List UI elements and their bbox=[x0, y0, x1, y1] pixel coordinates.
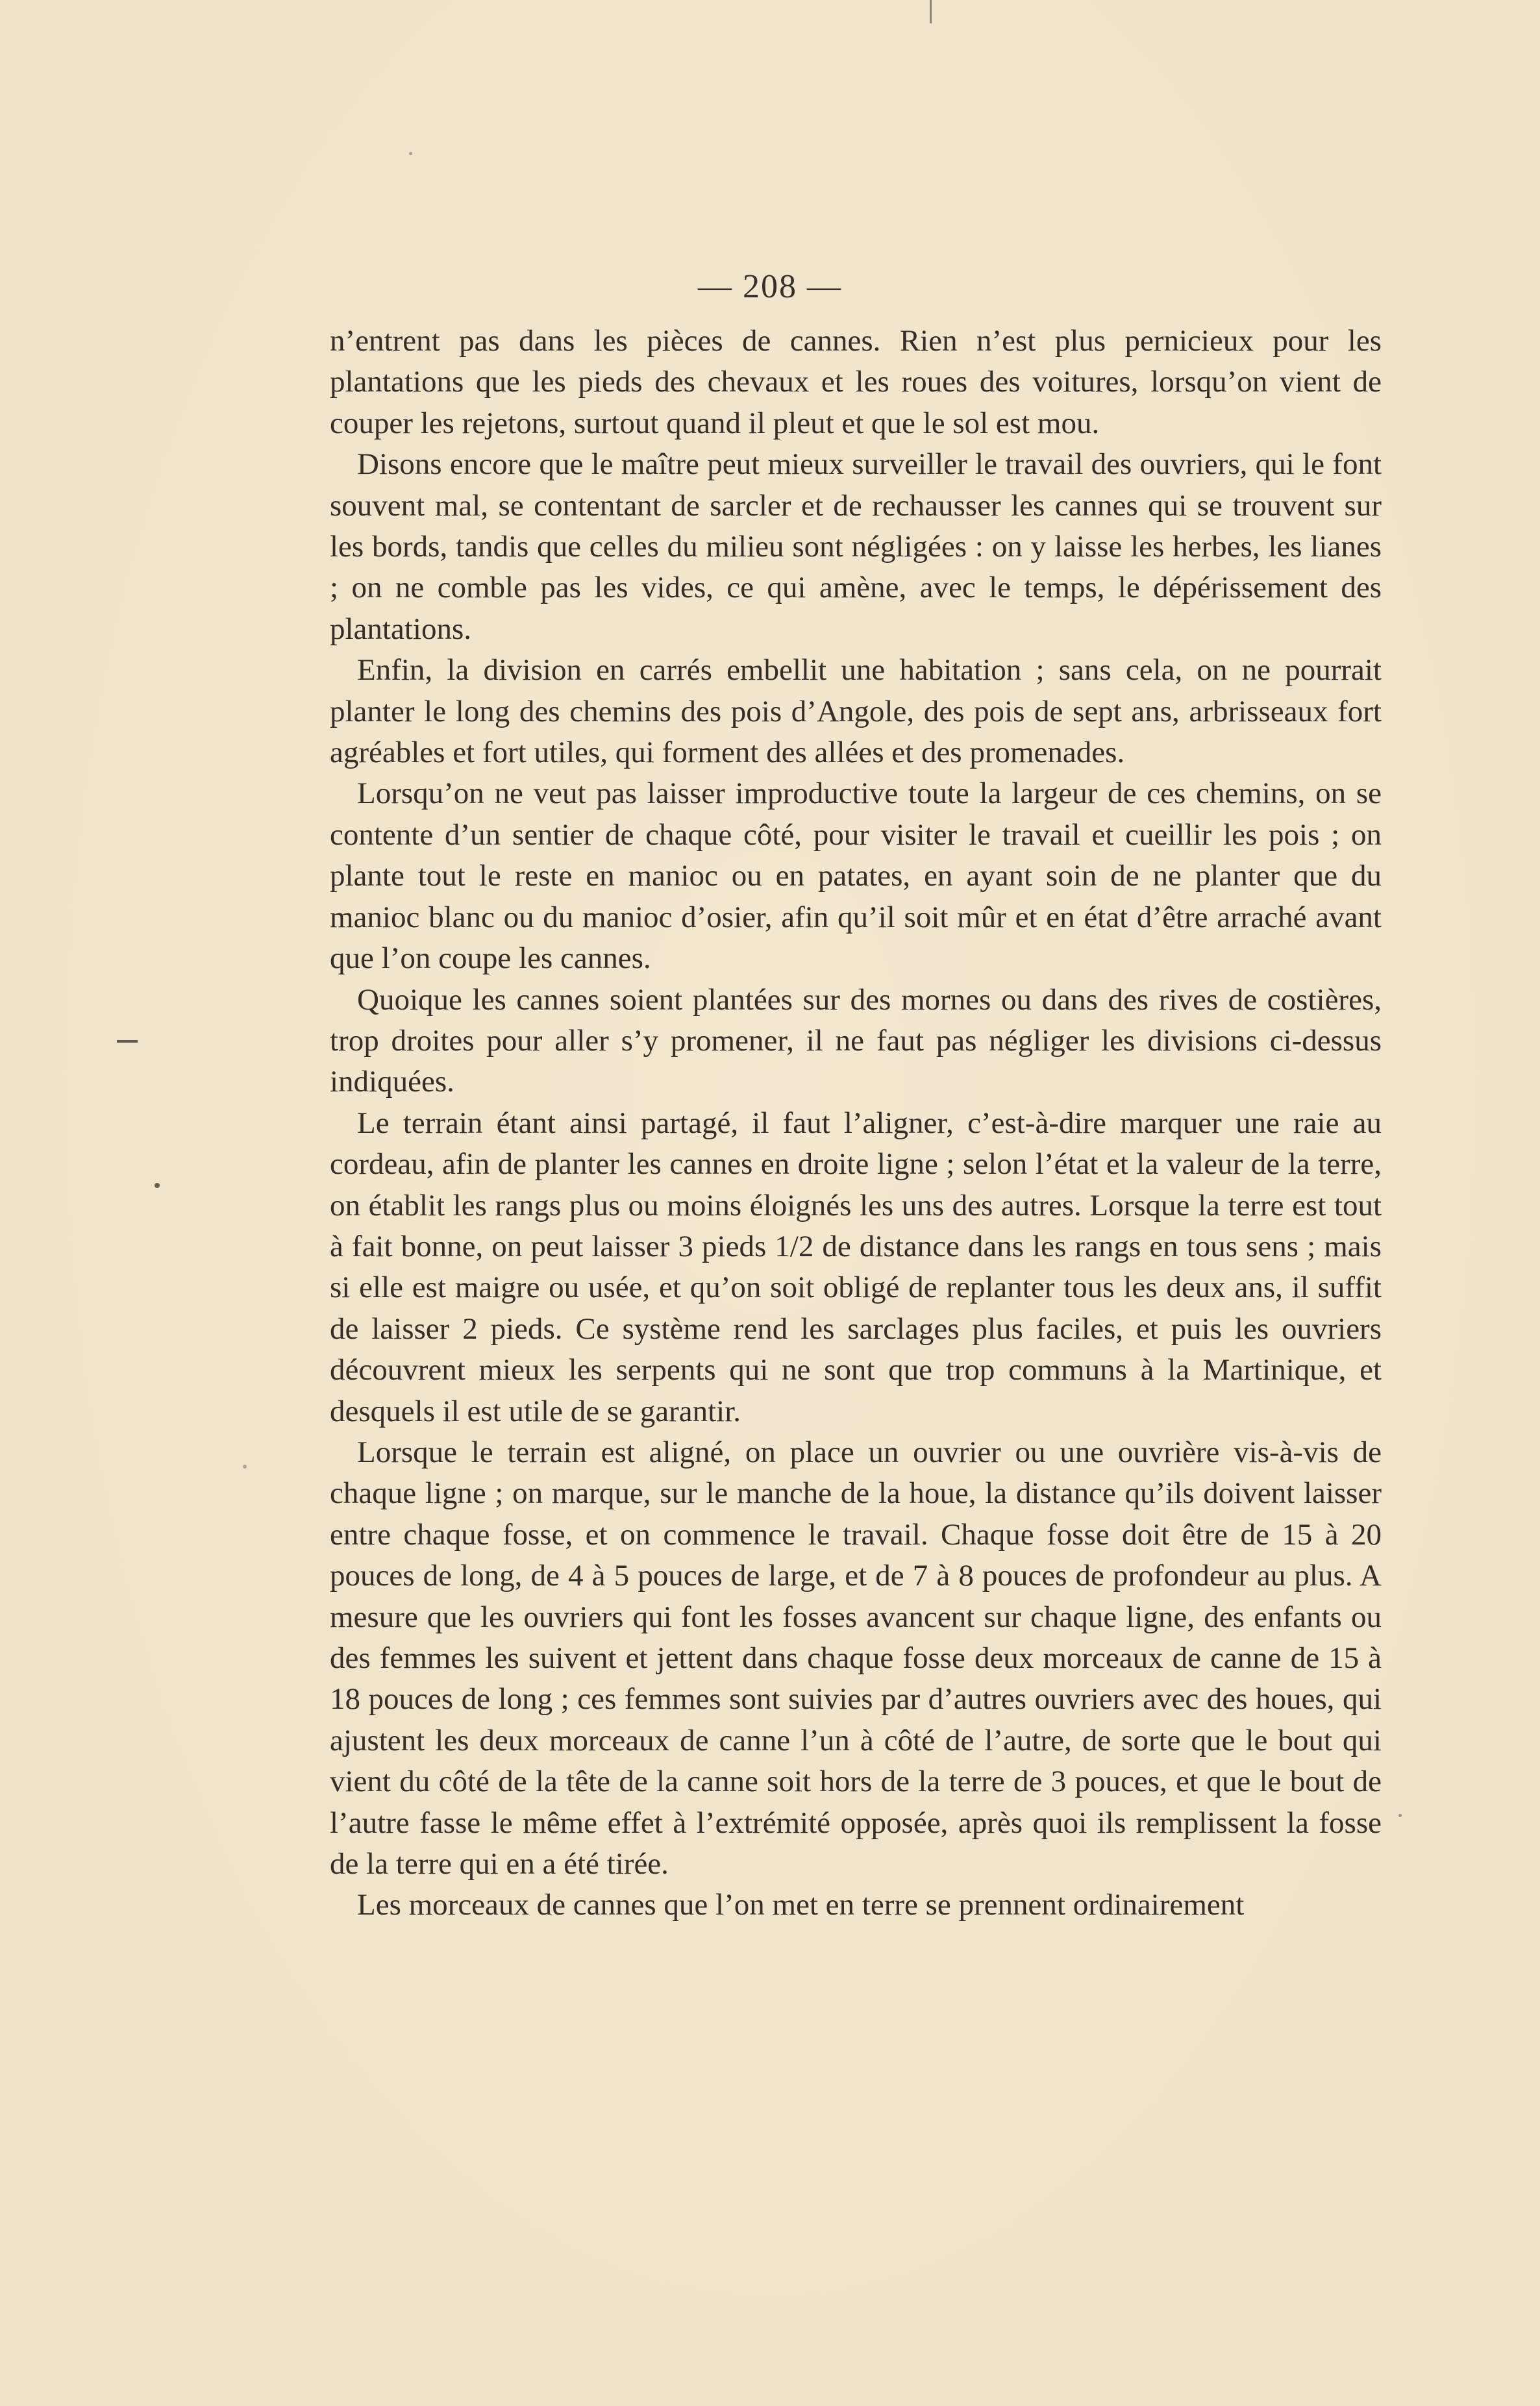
margin-mark bbox=[930, 0, 932, 23]
paper-speck bbox=[409, 152, 412, 155]
page-number: — 208 — bbox=[698, 268, 842, 305]
paragraph: n’entrent pas dans les pièces de cannes. Rien n’est plus pernicieux pour les plantations que les pieds des chevaux et les roues des voitures, lorsqu’on vient de couper les rejetons, surtout quand il pleut et que le sol est mou. bbox=[330, 324, 1382, 440]
paragraph: Enfin, la division en carrés embellit une habitation ; sans cela, on ne pourrait planter le long des chemins des pois d’Angole, des pois de sept ans, arbrisseaux fort agréables et fort utiles, qui forment des allées et des promenades. bbox=[330, 653, 1382, 770]
paragraph: Les morceaux de cannes que l’on met en terre se prennent ordinairement bbox=[357, 1888, 1245, 1922]
paper-speck bbox=[1398, 1814, 1402, 1817]
body-text bbox=[330, 321, 1382, 1926]
paper-speck bbox=[243, 1465, 247, 1469]
paragraph: Lorsqu’on ne veut pas laisser improductive toute la largeur de ces chemins, on se contente d’un sentier de chaque côté, pour visiter le travail et cueillir les pois ; on plante tout le reste en manioc ou en patates, en ayant soin de ne planter que du manioc blanc ou du manioc d’osier, afin qu’il soit mûr et en état d’être arraché avant que l’on coupe les cannes. bbox=[330, 776, 1382, 976]
paragraph: Lorsque le terrain est aligné, on place un ouvrier ou une ouvrière vis-à-vis de chaque ligne ; on marque, sur le manche de la houe, la distance qu’ils doivent laisser entre chaque fosse, et on commence le travail. Chaque fosse doit être de 15 à 20 pouces de long, de 4 à 5 pouces de large, et de 7 à 8 pouces de profondeur au plus. A mesure que les ouvriers qui font les fosses avancent sur chaque ligne, des enfants ou des femmes les suivent et jettent dans chaque fosse deux morceaux de canne de 15 à 18 pouces de long ; ces femmes sont suivies par d’autres ouvriers avec des houes, qui ajustent les deux morceaux de canne l’un à côté de l’autre, de sorte que le bout qui vient du côté de la tête de la canne soit hors de la terre de 3 pouces, et que le bout de l’autre fasse le même effet à l’extrémité opposée, après quoi ils remplissent la fosse de la terre qui en a été tirée. bbox=[330, 1435, 1382, 1881]
paragraph: Disons encore que le maître peut mieux surveiller le travail des ouvriers, qui le font souvent mal, se contentant de sarcler et de rechausser les cannes qui se trouvent sur les bords, tandis que celles du milieu sont négligées : on y laisse les herbes, les lianes ; on ne comble pas les vides, ce qui amène, avec le temps, le dépérissement des plantations. bbox=[330, 447, 1382, 646]
paragraph: Quoique les cannes soient plantées sur des mornes ou dans des rives de costières, trop droites pour aller s’y promener, il ne faut pas négliger les divisions ci-dessus indiquées. bbox=[330, 982, 1382, 1099]
margin-mark bbox=[155, 1183, 160, 1188]
margin-mark bbox=[117, 1040, 138, 1043]
paragraph: Le terrain étant ainsi partagé, il faut l’aligner, c’est-à-dire marquer une raie au cordeau, afin de planter les cannes en droite ligne ; selon l’état et la valeur de la terre, on établit les rangs plus ou moins éloignés les uns des autres. Lorsque la terre est tout à fait bonne, on peut laisser 3 pieds 1/2 de distance dans les rangs en tous sens ; mais si elle est maigre ou usée, et qu’on soit obligé de replanter tous les deux ans, il suffit de laisser 2 pieds. Ce système rend les sarclages plus faciles, et puis les ouvriers découvrent mieux les serpents qui ne sont que trop communs à la Martinique, et desquels il est utile de se garantir. bbox=[330, 1106, 1382, 1428]
